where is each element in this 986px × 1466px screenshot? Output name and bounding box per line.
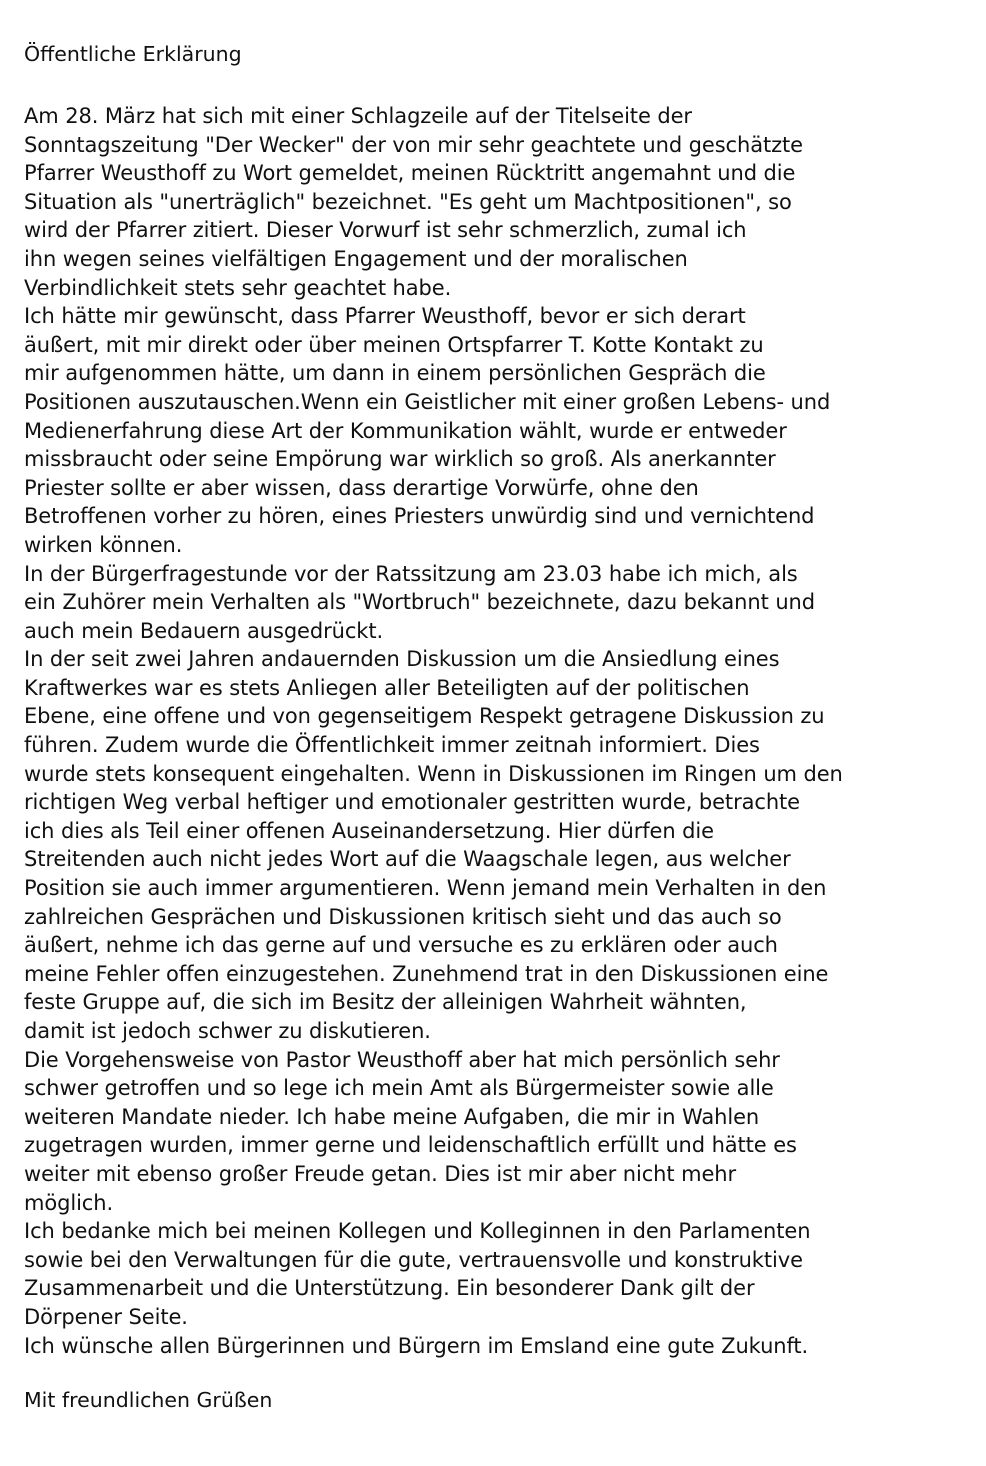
text-line: weiteren Mandate nieder. Ich habe meine Aufgaben, die mir in Wahlen [24, 1104, 760, 1129]
text-line: Am 28. März hat sich mit einer Schlagzeile auf der Titelseite der [24, 104, 692, 128]
closing-salutation: Mit freundlichen Grüßen [24, 1388, 273, 1412]
text-line: äußert, mit mir direkt oder über meinen Ortspfarrer T. Kotte Kontakt zu [24, 332, 764, 357]
text-line: Streitenden auch nicht jedes Wort auf die Waagschale legen, aus welcher [24, 847, 791, 872]
document-title: Öffentliche Erklärung [24, 42, 242, 66]
text-line: Medienerfahrung diese Art der Kommunikation wählt, wurde er entweder [24, 418, 787, 443]
text-line: äußert, nehme ich das gerne auf und versuche es zu erklären oder auch [24, 933, 778, 958]
text-line: richtigen Weg verbal heftiger und emotionaler gestritten wurde, betrachte [24, 790, 800, 815]
text-line: sowie bei den Verwaltungen für die gute, vertrauensvolle und konstruktive [24, 1247, 803, 1272]
text-line: Verbindlichkeit stets sehr geachtet habe. [24, 275, 452, 300]
text-line: In der seit zwei Jahren andauernden Diskussion um die Ansiedlung eines [24, 647, 780, 672]
text-line: ein Zuhörer mein Verhalten als "Wortbruch" bezeichnete, dazu bekannt und [24, 590, 815, 615]
text-line: möglich. [24, 1190, 114, 1215]
text-line: wird der Pfarrer zitiert. Dieser Vorwurf ist sehr schmerzlich, zumal ich [24, 218, 747, 243]
text-line: Priester sollte er aber wissen, dass derartige Vorwürfe, ohne den [24, 475, 699, 500]
text-line: Dörpener Seite. [24, 1304, 188, 1329]
text-line: Die Vorgehensweise von Pastor Weusthoff aber hat mich persönlich sehr [24, 1047, 780, 1072]
text-line: Positionen auszutauschen.Wenn ein Geistlicher mit einer großen Lebens- und [24, 389, 831, 414]
text-line: mir aufgenommen hätte, um dann in einem persönlichen Gespräch die [24, 361, 766, 386]
text-line: ich dies als Teil einer offenen Auseinandersetzung. Hier dürfen die [24, 818, 714, 843]
text-line: schwer getroffen und so lege ich mein Amt als Bürgermeister sowie alle [24, 1076, 774, 1101]
text-line: wirken können. [24, 532, 183, 557]
text-line: Sonntagszeitung "Der Wecker" der von mir sehr geachtete und geschätzte [24, 132, 803, 157]
document-body [24, 102, 974, 1360]
text-line: Ich hätte mir gewünscht, dass Pfarrer Weusthoff, bevor er sich derart [24, 304, 746, 329]
text-line: Betroffenen vorher zu hören, eines Priesters unwürdig sind und vernichtend [24, 504, 815, 529]
text-line: missbraucht oder seine Empörung war wirklich so groß. Als anerkannter [24, 447, 776, 472]
text-line: Ich wünsche allen Bürgerinnen und Bürgern im Emsland eine gute Zukunft. [24, 1333, 809, 1358]
text-line: feste Gruppe auf, die sich im Besitz der alleinigen Wahrheit wähnten, [24, 990, 747, 1015]
text-line: In der Bürgerfragestunde vor der Ratssitzung am 23.03 habe ich mich, als [24, 561, 798, 586]
text-line: zugetragen wurden, immer gerne und leidenschaftlich erfüllt und hätte es [24, 1133, 797, 1158]
text-line: zahlreichen Gesprächen und Diskussionen kritisch sieht und das auch so [24, 904, 782, 929]
text-line: Pfarrer Weusthoff zu Wort gemeldet, meinen Rücktritt angemahnt und die [24, 161, 796, 186]
text-line: Kraftwerkes war es stets Anliegen aller Beteiligten auf der politischen [24, 675, 750, 700]
text-line: damit ist jedoch schwer zu diskutieren. [24, 1019, 431, 1043]
text-line: meine Fehler offen einzugestehen. Zunehmend trat in den Diskussionen eine [24, 961, 829, 986]
text-line: Position sie auch immer argumentieren. Wenn jemand mein Verhalten in den [24, 876, 827, 901]
text-line: weiter mit ebenso großer Freude getan. Dies ist mir aber nicht mehr [24, 1161, 737, 1186]
text-line: Ebene, eine offene und von gegenseitigem Respekt getragene Diskussion zu [24, 704, 825, 729]
text-line: führen. Zudem wurde die Öffentlichkeit immer zeitnah informiert. Dies [24, 733, 760, 758]
text-line: Ich bedanke mich bei meinen Kollegen und Kolleginnen in den Parlamenten [24, 1219, 811, 1244]
text-line: Zusammenarbeit und die Unterstützung. Ein besonderer Dank gilt der [24, 1276, 755, 1301]
text-line: wurde stets konsequent eingehalten. Wenn in Diskussionen im Ringen um den [24, 761, 843, 786]
text-line: auch mein Bedauern ausgedrückt. [24, 618, 384, 643]
text-line: ihn wegen seines vielfältigen Engagement und der moralischen [24, 246, 688, 271]
text-line: Situation als "unerträglich" bezeichnet. "Es geht um Machtpositionen", so [24, 189, 792, 214]
